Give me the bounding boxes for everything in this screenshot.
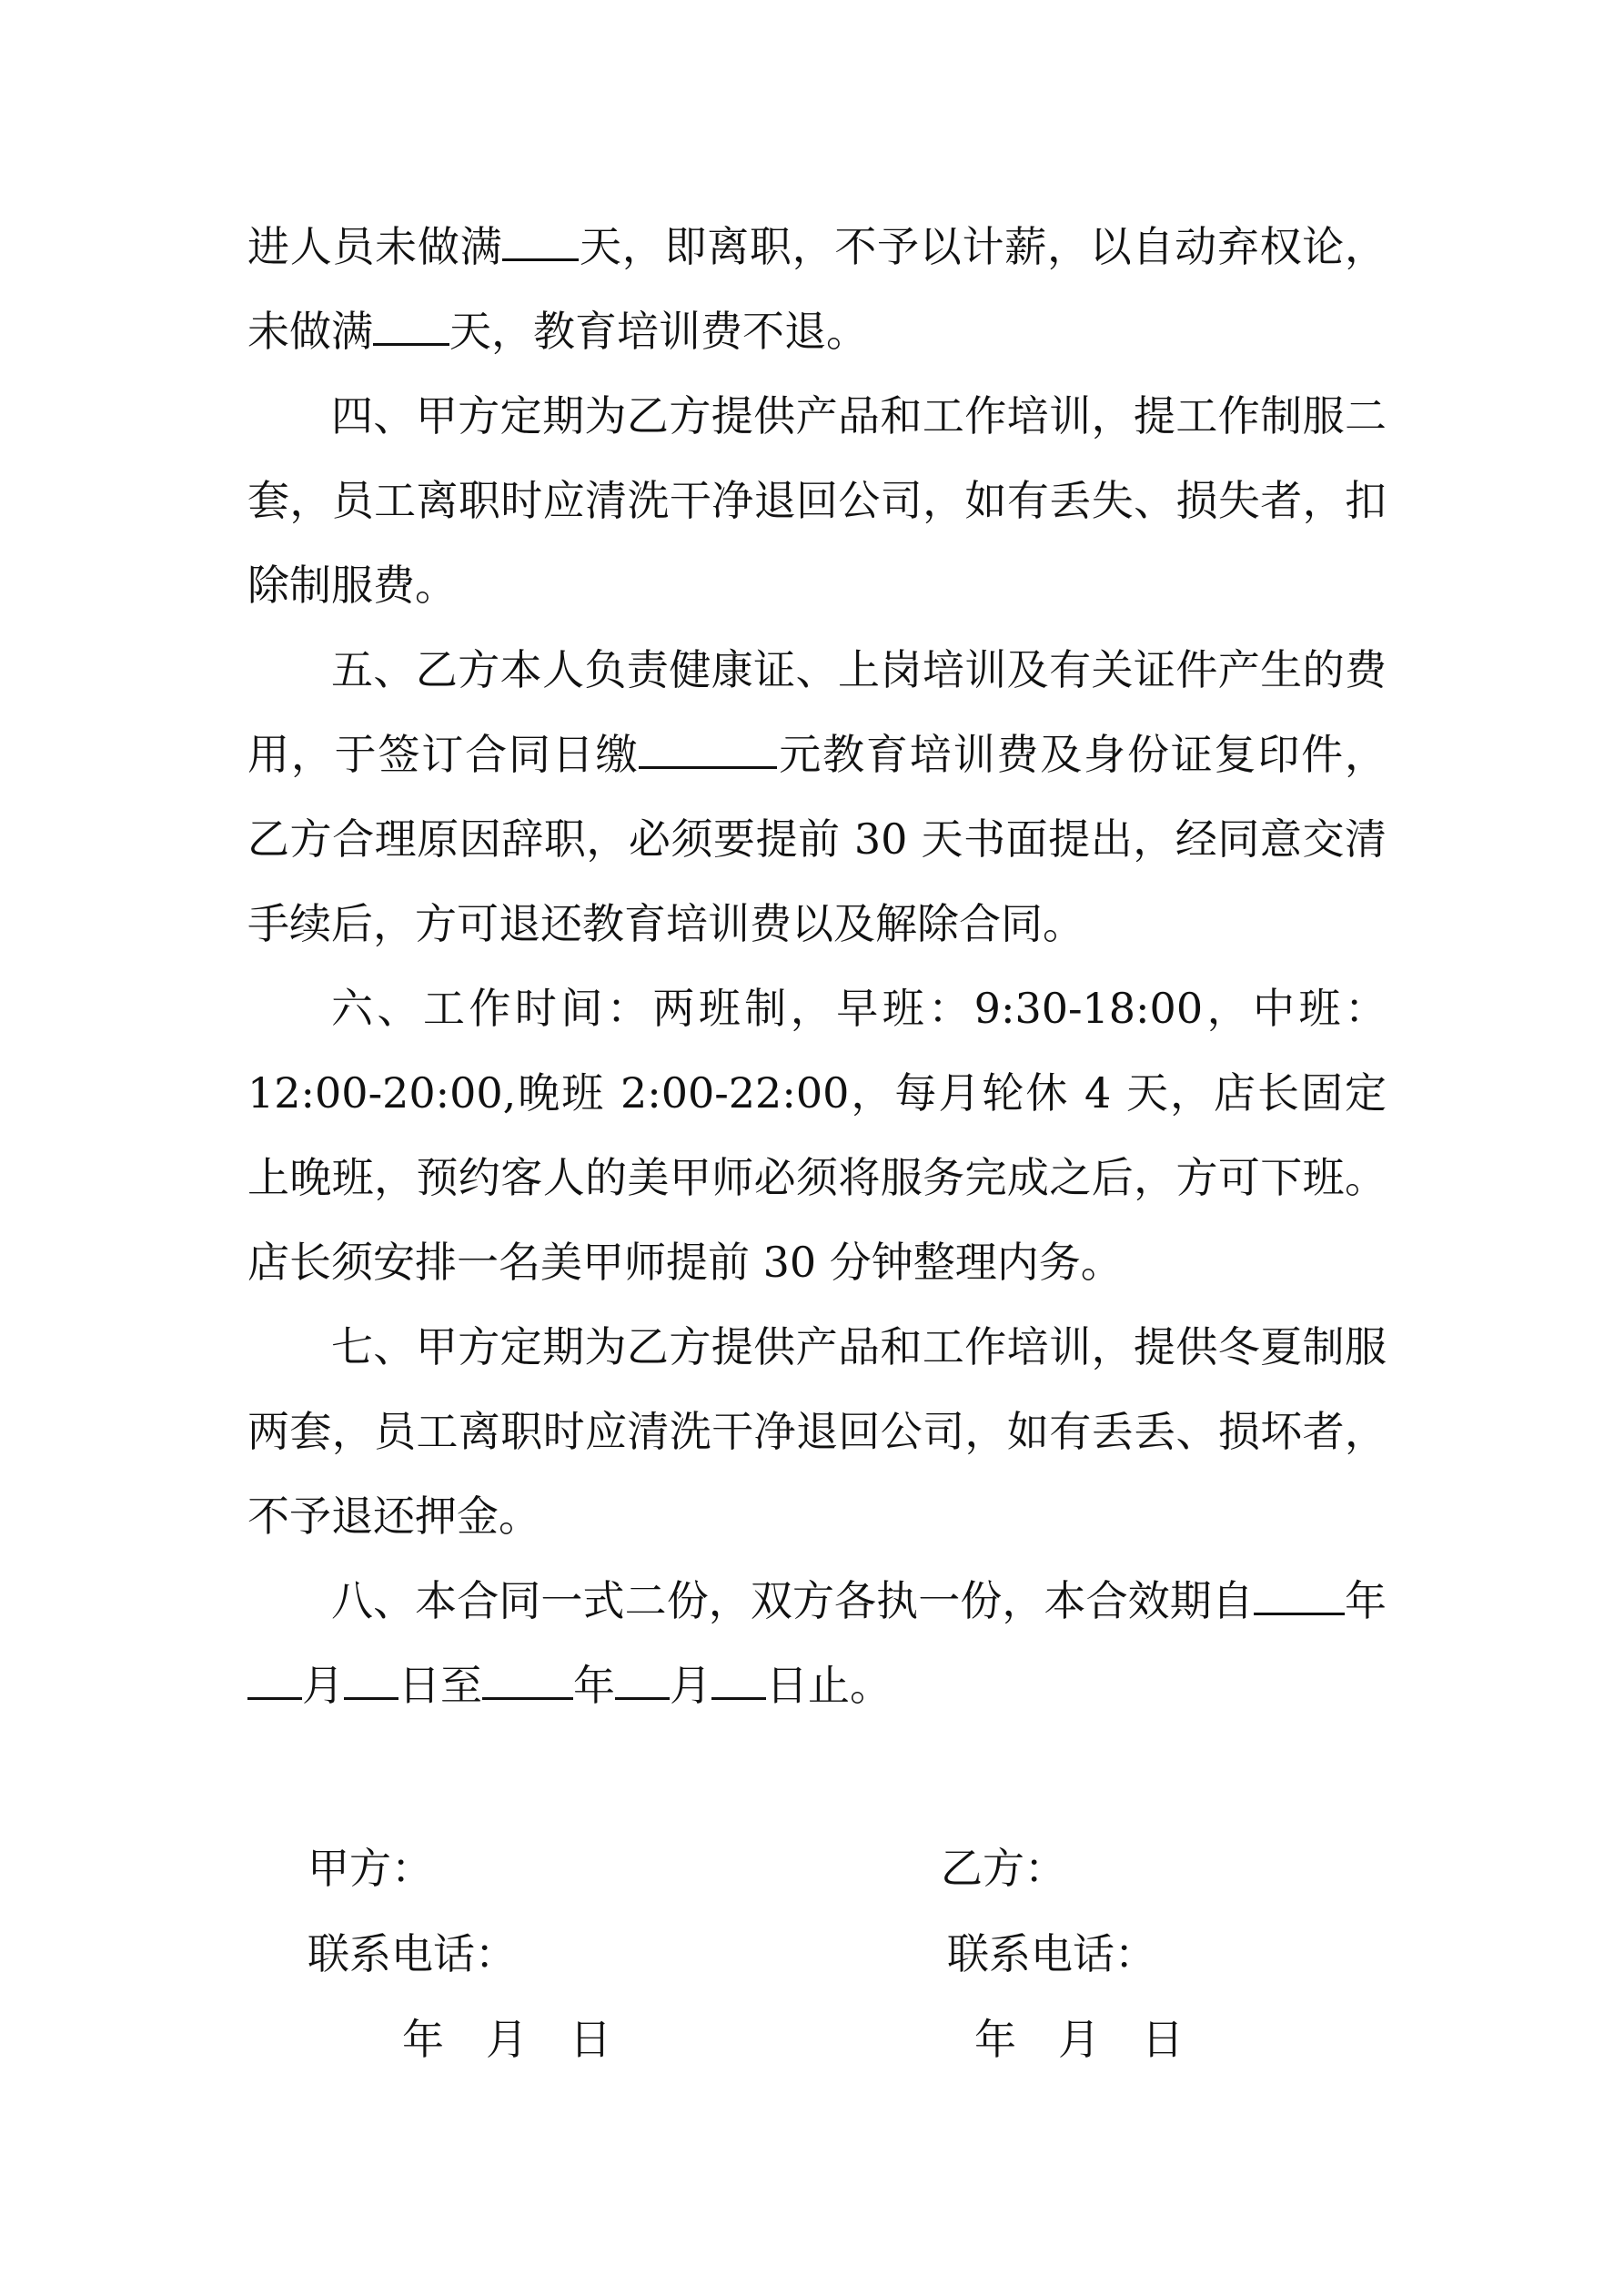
party-a-phone-label: 联系电话： — [308, 1929, 517, 1978]
clause-7: 七、甲方定期为乙方提供产品和工作培训，提供冬夏制服两套，员工离职时应清洗干净退回公司，如有丢丢、损坏者，不予退还押金。 — [247, 1322, 1387, 1541]
blank-end-day — [711, 1661, 766, 1700]
contract-body — [247, 205, 1387, 1728]
end-day-label: 日止。 — [766, 1661, 892, 1710]
party-a-label: 甲方： — [308, 1844, 433, 1893]
clause-5 — [247, 628, 1387, 966]
party-b-phone-label: 联系电话： — [947, 1929, 1156, 1978]
clause-4: 四、甲方定期为乙方提供产品和工作培训，提工作制服二套，员工离职时应清洗干净退回公司，如有丢失、损失者，扣除制服费。 — [247, 391, 1387, 610]
clause-3-text-b: 天，即离职，不予以计薪，以自动弃权论，未做满 — [247, 222, 1387, 356]
clause-3-continuation — [247, 205, 1387, 374]
clause-5-text-b: 元教育培训费及身份证复印件，乙方合理原因辞职，必须要提前 30 天书面提出，经同意交清手续后，方可退还教育培训费以及解除合同。 — [247, 730, 1387, 948]
clause-3-text-c: 天，教育培训费不退。 — [449, 307, 868, 356]
party-a-date — [402, 2012, 611, 2067]
blank-end-year — [482, 1661, 573, 1700]
blank-start-day — [344, 1661, 398, 1700]
start-year-label: 年 — [1344, 1576, 1387, 1625]
blank-start-year — [1254, 1576, 1345, 1615]
blank-start-month — [247, 1661, 302, 1700]
blank-days-1 — [502, 222, 579, 261]
clause-3-text-a: 进人员未做满 — [247, 222, 503, 271]
party-b-month: 月 — [1058, 2015, 1100, 2064]
blank-days-2 — [373, 307, 449, 346]
end-month-label: 月 — [670, 1661, 711, 1710]
party-b-date — [974, 2012, 1184, 2067]
clause-8 — [247, 1559, 1387, 1728]
party-a-month: 月 — [486, 2015, 528, 2064]
party-b-label: 乙方： — [941, 1844, 1066, 1893]
start-day-label: 日至 — [398, 1661, 482, 1710]
blank-training-fee — [639, 730, 777, 769]
clause-6: 六、工作时间：两班制，早班：9:30-18:00，中班：12:00-20:00,晚班 2:00-22:00，每月轮休 4 天，店长固定上晚班，预约客人的美甲师必须将服务完成之后，方可下班。店长须安排一名美甲师提前 30 分钟整理内务。 — [247, 984, 1387, 1287]
end-year-label: 年 — [573, 1661, 615, 1710]
blank-end-month — [615, 1661, 670, 1700]
clause-5-text-a: 五、乙方本人负责健康证、上岗培训及有关证件产生的费用，于签订合同日缴 — [247, 645, 1387, 779]
party-b-year: 年 — [974, 2015, 1016, 2064]
party-b-day: 日 — [1142, 2015, 1184, 2064]
start-month-label: 月 — [302, 1661, 344, 1710]
party-a-year: 年 — [402, 2015, 444, 2064]
party-a-day: 日 — [570, 2015, 611, 2064]
clause-8-text-a: 八、本合同一式二份，双方各执一份，本合效期自 — [331, 1576, 1254, 1625]
